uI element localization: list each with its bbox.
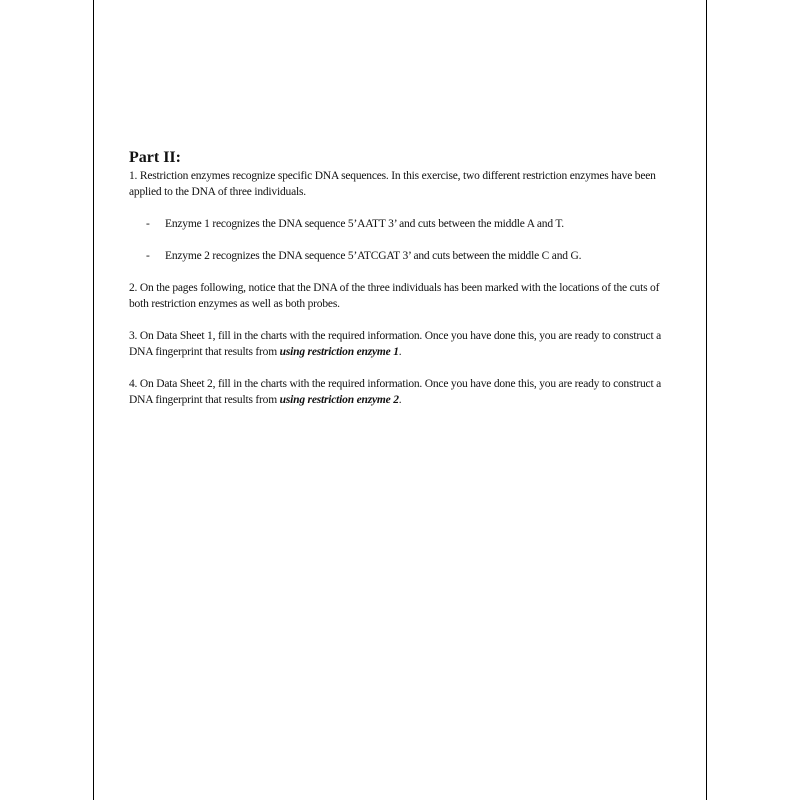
paragraph-3-end: .	[398, 346, 402, 358]
paragraph-3-text: 3. On Data Sheet 1, fill in the charts with the required information. Once you have done this, you are ready to construct a DNA fingerprint that results from	[129, 330, 662, 358]
bullet-text: Enzyme 2 recognizes the DNA sequence 5’ATCGAT 3’ and cuts between the middle C and G.	[165, 250, 582, 262]
paragraph-3-emphasis: using restriction enzyme 1	[279, 346, 399, 358]
document-page	[93, 0, 707, 800]
bullet-text: Enzyme 1 recognizes the DNA sequence 5’AATT 3’ and cuts between the middle A and T.	[165, 218, 564, 230]
paragraph-4-end: .	[398, 394, 402, 406]
paragraph-4-emphasis: using restriction enzyme 2	[279, 394, 399, 406]
bullet-enzyme-1	[129, 216, 674, 232]
paragraph-4	[129, 376, 674, 408]
paragraph-3	[129, 328, 674, 360]
paragraph-1: 1. Restriction enzymes recognize specific DNA sequences. In this exercise, two different restriction enzymes have been applied to the DNA of three individuals.	[129, 170, 656, 198]
paragraph-4-text: 4. On Data Sheet 2, fill in the charts with the required information. Once you have done this, you are ready to construct a DNA fingerprint that results from	[129, 378, 662, 406]
paragraph-2: 2. On the pages following, notice that the DNA of the three individuals has been marked with the locations of the cuts of both restriction enzymes as well as both probes.	[129, 282, 660, 310]
document-content	[129, 148, 674, 424]
bullet-enzyme-2	[129, 248, 674, 264]
bullet-dash: -	[146, 250, 150, 262]
bullet-dash: -	[146, 218, 150, 230]
section-heading: Part II:	[129, 149, 181, 166]
